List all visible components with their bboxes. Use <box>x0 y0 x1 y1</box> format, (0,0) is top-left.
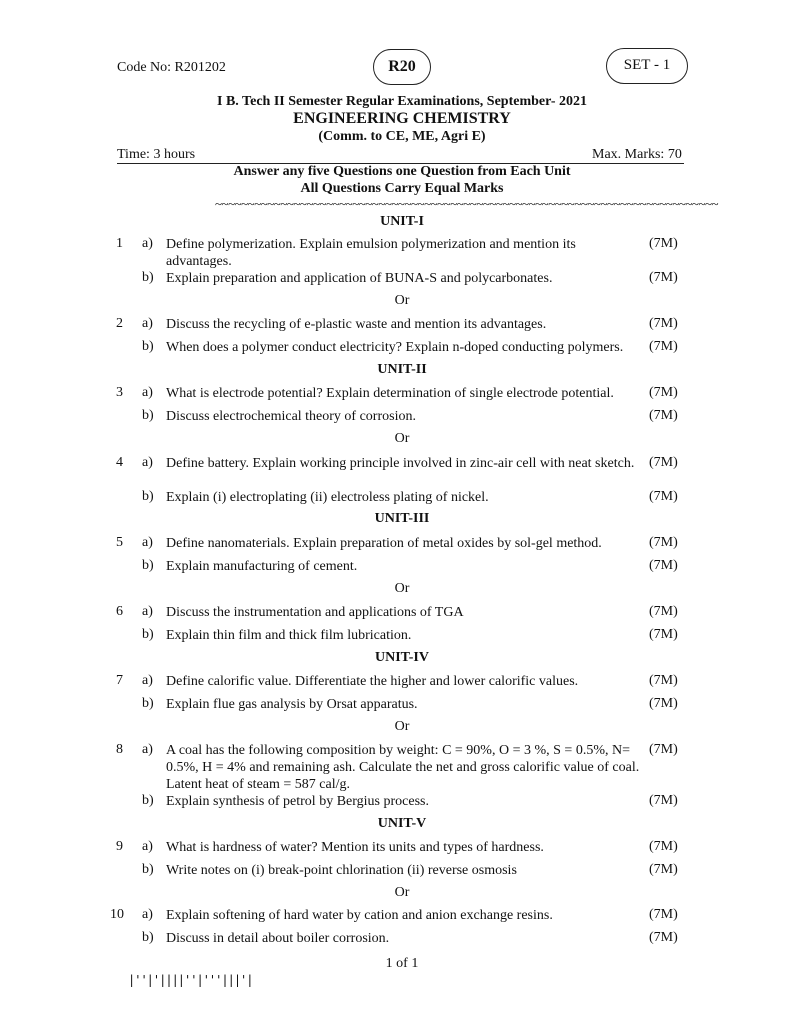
tilde-separator: ~~~~~~~~~~~~~~~~~~~~~~~~~~~~~~~~~~~~~~~~~~~~~~~~~~~~~~~~~~~~~~~~~~~~~~~~~~~~~ <box>215 196 719 211</box>
part-label: a) <box>142 535 153 550</box>
barcode: |''|'||||''|'''|||'| <box>128 973 253 987</box>
marks: (7M) <box>649 236 678 251</box>
question-number: 4 <box>116 455 123 470</box>
question-text: Define nanomaterials. Explain preparation of metal oxides by sol-gel method. <box>166 536 602 551</box>
part-label: a) <box>142 236 153 251</box>
question-text: Discuss electrochemical theory of corrosion. <box>166 409 416 424</box>
part-label: b) <box>142 696 154 711</box>
time-allowed: Time: 3 hours <box>117 147 196 162</box>
subject-title: ENGINEERING CHEMISTRY <box>293 110 511 127</box>
unit-heading: UNIT-IV <box>375 650 429 665</box>
page-number: 1 of 1 <box>385 956 419 971</box>
question-text: Explain manufacturing of cement. <box>166 559 358 574</box>
question-text: Write notes on (i) break-point chlorination (ii) reverse osmosis <box>166 863 517 878</box>
marks: (7M) <box>649 930 678 945</box>
part-label: a) <box>142 673 153 688</box>
instruction-line-1: Answer any five Questions one Question from Each Unit <box>233 164 571 179</box>
question-number: 9 <box>116 839 123 854</box>
or-separator: Or <box>394 431 410 446</box>
question-text: What is electrode potential? Explain determination of single electrode potential. <box>166 386 614 401</box>
question-number: 7 <box>116 673 123 688</box>
instruction-line-2: All Questions Carry Equal Marks <box>300 181 504 196</box>
marks: (7M) <box>649 742 678 757</box>
part-label: b) <box>142 862 154 877</box>
marks: (7M) <box>649 673 678 688</box>
marks: (7M) <box>649 535 678 550</box>
part-label: a) <box>142 604 153 619</box>
part-label: a) <box>142 455 153 470</box>
question-number: 1 <box>116 236 123 251</box>
part-label: a) <box>142 742 153 757</box>
or-separator: Or <box>394 885 410 900</box>
marks: (7M) <box>649 907 678 922</box>
question-text: Discuss in detail about boiler corrosion. <box>166 931 390 946</box>
part-label: a) <box>142 907 153 922</box>
question-text: Explain preparation and application of BUNA-S and polycarbonates. <box>166 271 553 286</box>
question-text: Explain flue gas analysis by Orsat apparatus. <box>166 697 418 712</box>
question-text: Explain softening of hard water by cation and anion exchange resins. <box>166 908 553 923</box>
part-label: a) <box>142 385 153 400</box>
unit-heading: UNIT-III <box>374 511 430 526</box>
part-label: b) <box>142 339 154 354</box>
question-text: Explain synthesis of petrol by Bergius process. <box>166 794 429 809</box>
question-text: Define polymerization. Explain emulsion polymerization and mention its advantages. <box>166 237 576 269</box>
unit-heading: UNIT-I <box>380 214 424 229</box>
marks: (7M) <box>649 339 678 354</box>
question-text: When does a polymer conduct electricity? Explain n-doped conducting polymers. <box>166 340 624 355</box>
question-number: 8 <box>116 742 123 757</box>
marks: (7M) <box>649 489 678 504</box>
code-number: Code No: R201202 <box>117 60 226 75</box>
unit-heading: UNIT-V <box>377 816 427 831</box>
part-label: b) <box>142 408 154 423</box>
question-text: What is hardness of water? Mention its units and types of hardness. <box>166 840 544 855</box>
marks: (7M) <box>649 627 678 642</box>
marks: (7M) <box>649 604 678 619</box>
question-text: Define battery. Explain working principle involved in zinc-air cell with neat sketch. <box>166 456 635 471</box>
question-text: Discuss the instrumentation and applications of TGA <box>166 605 464 620</box>
marks: (7M) <box>649 270 678 285</box>
marks: (7M) <box>649 558 678 573</box>
question-number: 5 <box>116 535 123 550</box>
marks: (7M) <box>649 862 678 877</box>
or-separator: Or <box>394 293 410 308</box>
unit-heading: UNIT-II <box>377 362 427 377</box>
max-marks: Max. Marks: 70 <box>592 147 682 162</box>
question-number: 6 <box>116 604 123 619</box>
part-label: b) <box>142 558 154 573</box>
part-label: b) <box>142 489 154 504</box>
question-number: 10 <box>110 907 124 922</box>
marks: (7M) <box>649 408 678 423</box>
marks: (7M) <box>649 455 678 470</box>
marks: (7M) <box>649 316 678 331</box>
or-separator: Or <box>394 581 410 596</box>
part-label: b) <box>142 930 154 945</box>
branches: (Comm. to CE, ME, Agri E) <box>318 129 486 144</box>
question-number: 2 <box>116 316 123 331</box>
part-label: a) <box>142 839 153 854</box>
set-badge: SET - 1 <box>606 48 688 84</box>
exam-title: I B. Tech II Semester Regular Examinations, September- 2021 <box>217 94 587 109</box>
regulation-badge: R20 <box>373 49 431 85</box>
question-text: Discuss the recycling of e-plastic waste and mention its advantages. <box>166 317 547 332</box>
question-text: Explain (i) electroplating (ii) electroless plating of nickel. <box>166 490 489 505</box>
question-text: Explain thin film and thick film lubrication. <box>166 628 412 643</box>
part-label: b) <box>142 793 154 808</box>
part-label: b) <box>142 627 154 642</box>
marks: (7M) <box>649 839 678 854</box>
part-label: a) <box>142 316 153 331</box>
question-number: 3 <box>116 385 123 400</box>
marks: (7M) <box>649 696 678 711</box>
question-text: Define calorific value. Differentiate the higher and lower calorific values. <box>166 674 579 689</box>
or-separator: Or <box>394 719 410 734</box>
marks: (7M) <box>649 385 678 400</box>
marks: (7M) <box>649 793 678 808</box>
part-label: b) <box>142 270 154 285</box>
question-text: A coal has the following composition by weight: C = 90%, O = 3 %, S = 0.5%, N= 0.5%, H = 4% and remaining ash. Calculate the net and gross calorific value of coal. Latent heat of steam = 587 cal/g. <box>166 743 640 792</box>
